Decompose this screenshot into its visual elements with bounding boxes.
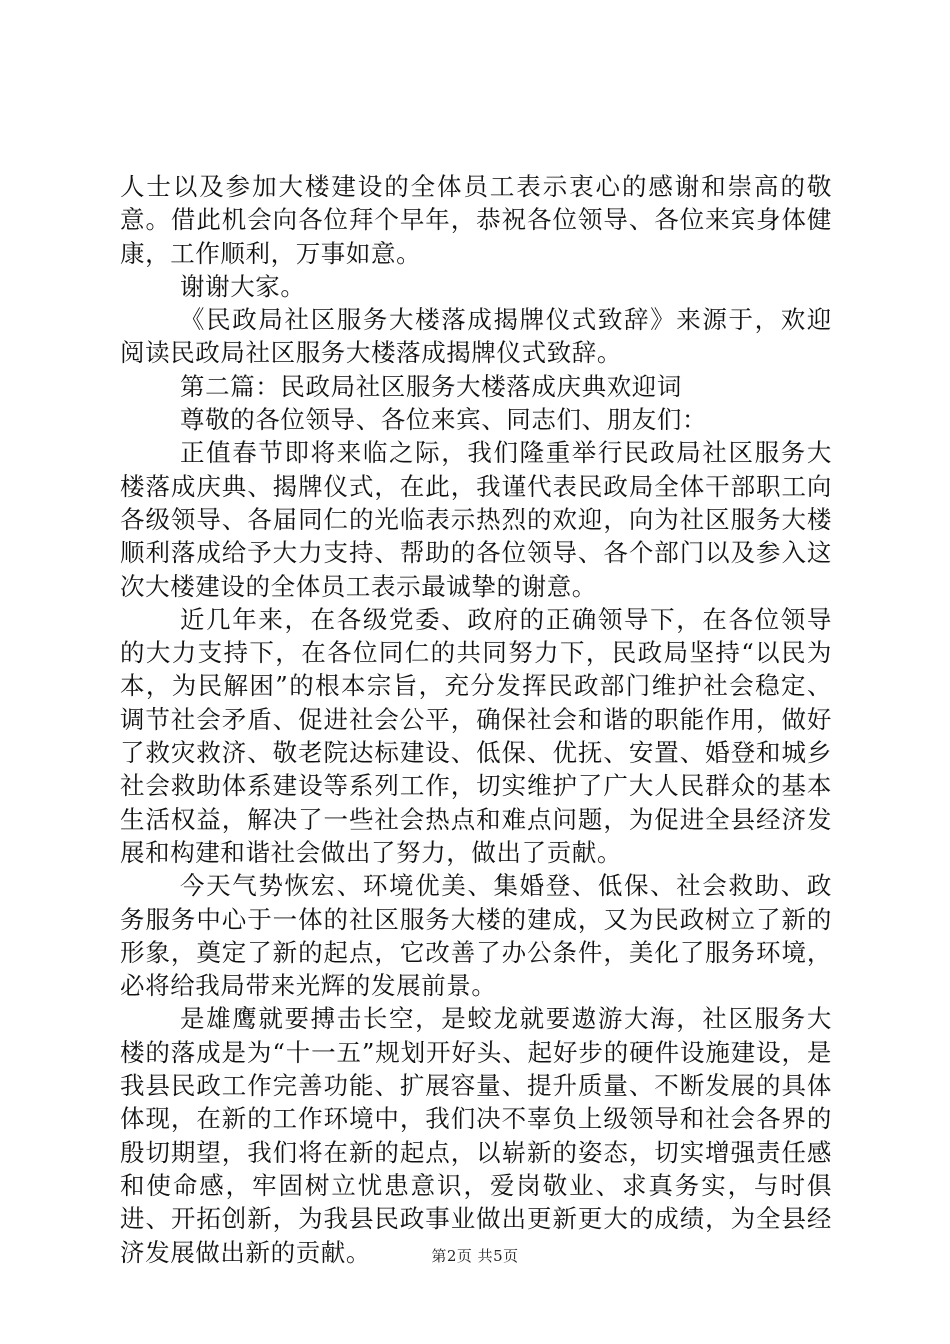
paragraph-9: 是雄鹰就要搏击长空，是蛟龙就要遨游大海，社区服务大楼的落成是为“十一五”规划开好头、起好步的硬件设施建设，是我县民政工作完善功能、扩展容量、提升质量、不断发展的具体体现，在新的工作环境中，我们决不辜负上级领导和社会各界的殷切期望，我们将在新的起点，以崭新的姿态，切实增强责任感和使命感，牢固树立忧患意识，爱岗敬业、求真务实，与时俱进、开拓创新，为我县民政事业做出更新更大的成绩，为全县经济发展做出新的贡献。 — [120, 1004, 832, 1267]
paragraph-1: 人士以及参加大楼建设的全体员工表示衷心的感谢和崇高的敬意。借此机会向各位拜个早年，恭祝各位领导、各位来宾身体健康，工作顺利，万事如意。 — [120, 172, 832, 268]
paragraph-3: 《民政局社区服务大楼落成揭牌仪式致辞》来源于，欢迎阅读民政局社区服务大楼落成揭牌仪式致辞。 — [120, 305, 832, 368]
paragraph-8: 今天气势恢宏、环境优美、集婚登、低保、社会救助、政务服务中心于一体的社区服务大楼的建成，又为民政树立了新的形象，奠定了新的起点，它改善了办公条件，美化了服务环境，必将给我局带来光辉的发展前景。 — [120, 871, 832, 1001]
paragraph-7: 近几年来，在各级党委、政府的正确领导下，在各位领导的大力支持下，在各位同仁的共同努力下，民政局坚持“以民为本，为民解困”的根本宗旨，充分发挥民政部门维护社会稳定、调节社会矛盾、促进社会公平，确保社会和谐的职能作用，做好了救灾救济、敬老院达标建设、低保、优抚、安置、婚登和城乡社会救助体系建设等系列工作，切实维护了广大人民群众的基本生活权益，解决了一些社会热点和难点问题，为促进全县经济发展和构建和谐社会做出了努力，做出了贡献。 — [120, 604, 832, 867]
document-body — [120, 170, 832, 1269]
paragraph-2: 谢谢大家。 — [180, 271, 306, 301]
salutation: 尊敬的各位领导、各位来宾、同志们、朋友们： — [180, 405, 708, 435]
paragraph-6: 正值春节即将来临之际，我们隆重举行民政局社区服务大楼落成庆典、揭牌仪式，在此，我谨代表民政局全体干部职工向各级领导、各届同仁的光临表示热烈的欢迎，向为社区服务大楼顺利落成给予大力支持、帮助的各位领导、各个部门以及参入这次大楼建设的全体员工表示最诚挚的谢意。 — [120, 438, 832, 601]
section-heading: 第二篇：民政局社区服务大楼落成庆典欢迎词 — [180, 371, 682, 401]
page-number-footer: 第2页 共5页 — [431, 1247, 519, 1265]
